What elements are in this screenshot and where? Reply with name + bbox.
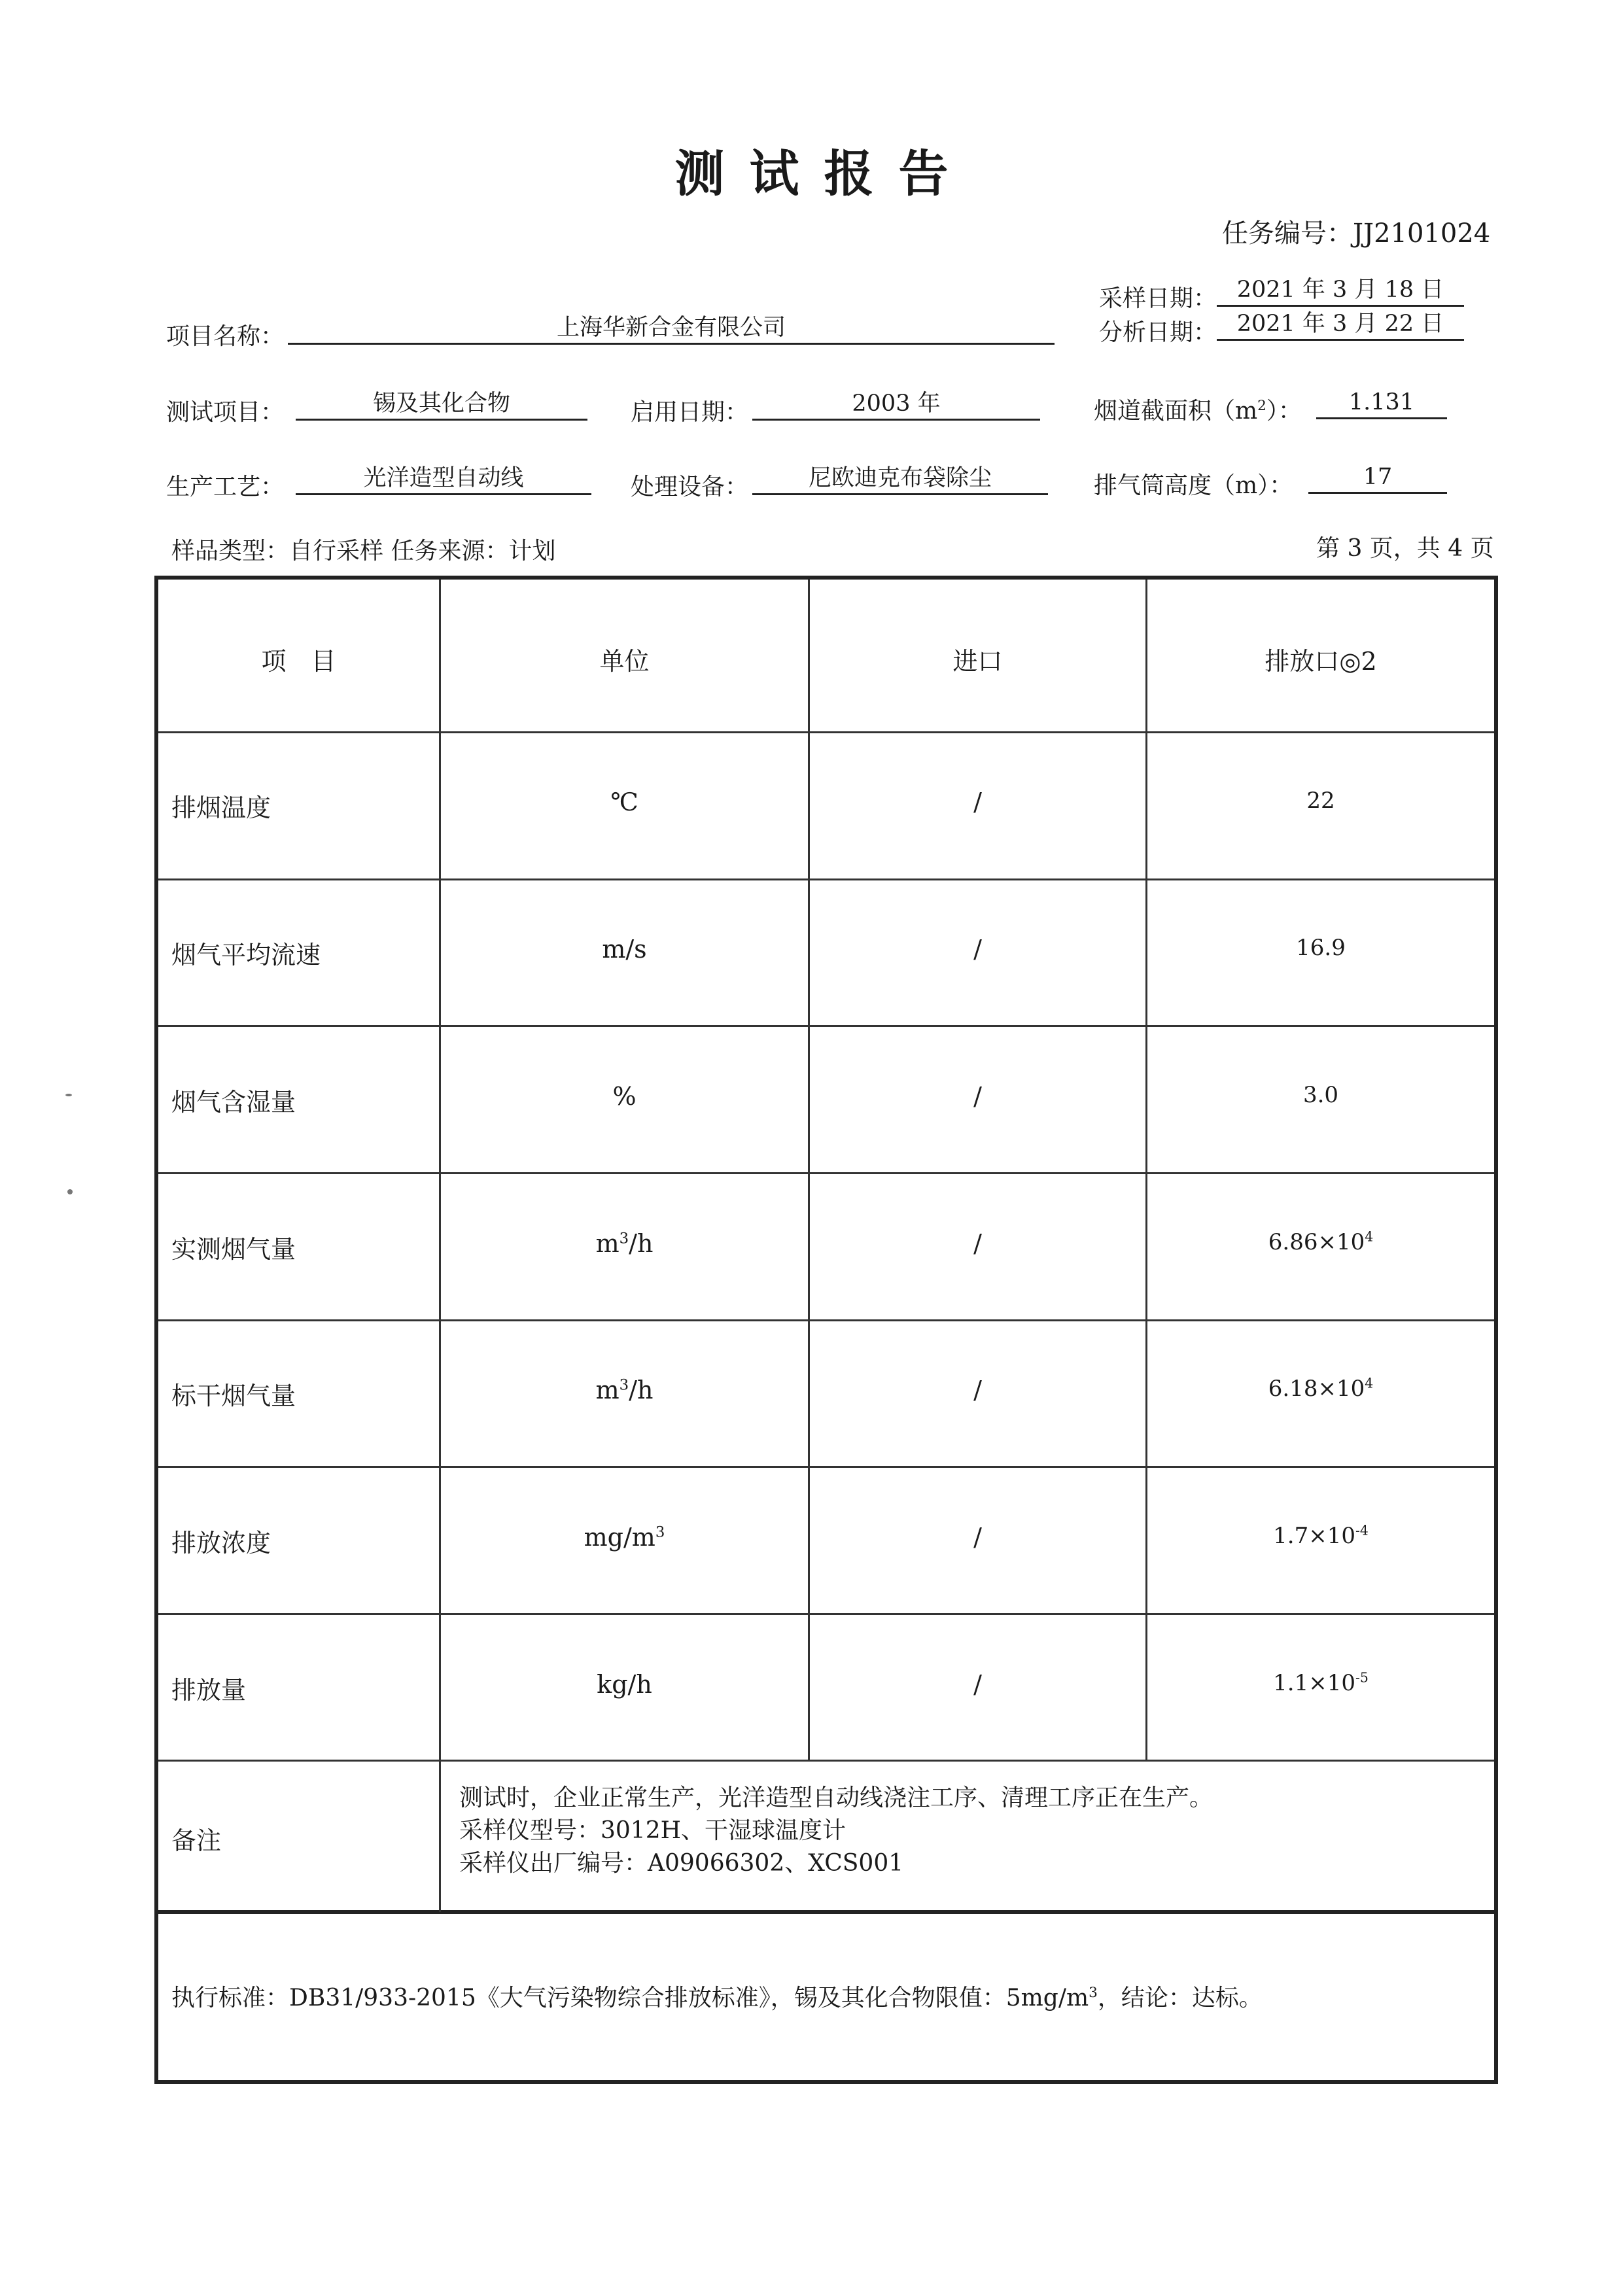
table-row-inlet: /	[973, 1082, 982, 1111]
col-divider	[808, 580, 810, 1761]
row-divider	[158, 1466, 1494, 1468]
stack-height-value: 17	[1308, 462, 1447, 494]
table-row-unit	[441, 1523, 808, 1552]
table-row-outlet: 22	[1306, 788, 1335, 814]
task-number	[1222, 213, 1490, 250]
header-item: 项 目	[261, 647, 336, 676]
test-item-value: 锡及其化合物	[296, 389, 587, 421]
page-title: 测试报告	[674, 145, 973, 203]
standard-text: 执行标准：DB31/933-2015《大气污染物综合排放标准》，锡及其化合物限值：5mg/m	[171, 1985, 1089, 2011]
task-number-value: JJ2101024	[1353, 218, 1491, 249]
flue-area-value: 1.131	[1316, 387, 1447, 419]
flue-area-label-end: ）：	[1266, 398, 1302, 425]
footer-divider	[158, 1910, 1494, 1914]
process-value: 光洋造型自动线	[296, 463, 591, 495]
row-divider	[158, 1613, 1494, 1615]
table-row-unit: kg/h	[597, 1670, 652, 1699]
table-row-outlet	[1147, 1670, 1494, 1696]
project-name-label: 项目名称：	[166, 323, 285, 350]
sampling-date-label: 采样日期：	[1099, 285, 1217, 312]
project-name-value: 上海华新合金有限公司	[288, 313, 1055, 345]
task-number-label: 任务编号：	[1222, 218, 1353, 249]
scan-speck	[65, 1094, 72, 1096]
remarks-line: 测试时，企业正常生产，光洋造型自动线浇注工序、清理工序正在生产。	[459, 1784, 1213, 1811]
remarks-text	[459, 1782, 1213, 1880]
table-row-item: 烟气含湿量	[171, 1088, 296, 1117]
table-row-outlet	[1147, 1523, 1494, 1549]
outlet-base: 1.1×10	[1273, 1670, 1355, 1696]
row-divider	[158, 1025, 1494, 1027]
table-row-outlet: 16.9	[1296, 935, 1346, 961]
outlet-sup: -4	[1355, 1522, 1369, 1539]
table-row-inlet: /	[973, 1523, 982, 1552]
header-unit: 单位	[599, 647, 650, 676]
row-divider	[158, 1760, 1494, 1762]
table-row-item: 烟气平均流速	[171, 941, 321, 969]
unit-sup: 3	[655, 1523, 665, 1541]
table-row-outlet	[1147, 1376, 1494, 1402]
flue-area-label-text: 烟道截面积（m	[1094, 398, 1258, 425]
start-date-label: 启用日期：	[631, 399, 749, 426]
row-divider	[158, 878, 1494, 880]
table-row-inlet: /	[973, 1229, 982, 1258]
results-table	[154, 576, 1498, 2084]
stack-height-label: 排气筒高度（m）：	[1094, 472, 1293, 499]
analysis-date-label: 分析日期：	[1099, 319, 1217, 346]
sampling-date-value: 2021 年 3 月 18 日	[1217, 275, 1464, 307]
table-row-item: 排烟温度	[171, 793, 271, 822]
unit-sup: 3	[619, 1376, 629, 1394]
equipment-label: 处理设备：	[631, 474, 749, 500]
sample-info: 样品类型：自行采样 任务来源：计划	[171, 538, 556, 565]
outlet-base: 1.7×10	[1273, 1523, 1355, 1549]
outlet-base: 6.18×10	[1268, 1376, 1365, 1402]
table-row-unit	[441, 1376, 808, 1404]
unit-base: m	[595, 1376, 620, 1404]
table-row-item: 排放量	[171, 1676, 247, 1705]
remarks-label: 备注	[171, 1826, 222, 1855]
scan-speck	[67, 1189, 73, 1194]
header-outlet: 排放口◎2	[1265, 647, 1377, 676]
col-divider	[1145, 580, 1147, 1761]
table-row-inlet: /	[973, 1376, 982, 1404]
table-row-inlet: /	[973, 788, 982, 816]
process-label: 生产工艺：	[166, 474, 285, 500]
table-row-item: 标干烟气量	[171, 1382, 296, 1410]
outlet-sup: -5	[1355, 1669, 1369, 1686]
remarks-line: 采样仪型号：3012H、干湿球温度计	[459, 1817, 846, 1844]
table-row-outlet	[1147, 1229, 1494, 1255]
table-row-unit: %	[612, 1082, 637, 1111]
flue-area-label-sup: 2	[1257, 398, 1266, 414]
table-row-inlet: /	[973, 935, 982, 964]
row-divider	[158, 1172, 1494, 1174]
outlet-base: 6.86×10	[1268, 1229, 1365, 1255]
table-row-unit: m/s	[602, 935, 647, 964]
page-info: 第 3 页，共 4 页	[1316, 535, 1494, 562]
unit-base: m	[595, 1229, 620, 1258]
table-row-outlet: 3.0	[1302, 1082, 1339, 1108]
test-item-label: 测试项目：	[166, 399, 285, 426]
flue-area-label	[1094, 392, 1302, 426]
unit-end: /h	[629, 1376, 654, 1404]
unit-base: mg/m	[584, 1523, 655, 1552]
row-divider	[158, 731, 1494, 733]
standard-sup: 3	[1089, 1985, 1098, 2001]
header-inlet: 进口	[952, 647, 1003, 676]
outlet-sup: 4	[1365, 1228, 1374, 1245]
table-row-item: 排放浓度	[171, 1529, 271, 1557]
unit-end: /h	[629, 1229, 654, 1258]
table-row-unit: ℃	[610, 788, 638, 816]
analysis-date-value: 2021 年 3 月 22 日	[1217, 309, 1464, 341]
table-row-item: 实测烟气量	[171, 1235, 296, 1264]
equipment-value: 尼欧迪克布袋除尘	[752, 463, 1048, 495]
execution-standard	[171, 1979, 1263, 2013]
table-row-unit	[441, 1229, 808, 1258]
row-divider	[158, 1319, 1494, 1321]
outlet-sup: 4	[1365, 1375, 1374, 1391]
remarks-line: 采样仪出厂编号：A09066302、XCS001	[459, 1850, 904, 1877]
unit-sup: 3	[619, 1230, 629, 1247]
standard-conclusion: ，结论：达标。	[1097, 1985, 1263, 2011]
start-date-value: 2003 年	[752, 389, 1040, 421]
table-row-inlet: /	[973, 1670, 982, 1699]
